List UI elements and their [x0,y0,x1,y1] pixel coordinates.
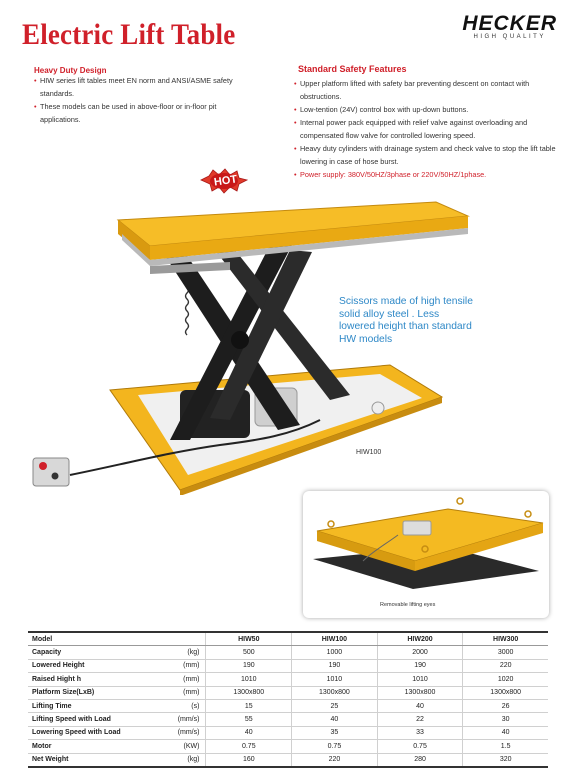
safety-bullet: • Low-tention (24V) control box with up-down buttons. [294,103,556,116]
inset-photo-frame [303,491,549,618]
spec-value: 0.75 [206,740,292,753]
table-row [28,646,548,659]
spec-value: 40 [292,713,378,726]
table-row [28,673,548,686]
brand-name: HECKER [462,12,557,35]
table-row [28,686,548,699]
spec-value: 1300x800 [206,686,292,699]
spec-label: Lifting Time [28,699,158,712]
spec-unit: (mm/s) [158,726,206,739]
spec-unit: (mm) [158,686,206,699]
spec-header-hiw300: HIW300 [463,632,548,646]
spec-value: 1300x800 [377,686,463,699]
spec-value: 40 [206,726,292,739]
spec-value: 35 [292,726,378,739]
spec-value: 320 [463,753,548,767]
spec-value: 1000 [292,646,378,659]
spec-label: Lifting Speed with Load [28,713,158,726]
spec-header-model: Model [28,632,158,646]
inset-caption: Removable lifting eyes [380,602,436,608]
spec-value: 15 [206,699,292,712]
table-row [28,726,548,739]
spec-value: 190 [377,659,463,672]
spec-value: 26 [463,699,548,712]
spec-value: 40 [377,699,463,712]
spec-value: 160 [206,753,292,767]
spec-label: Net Weight [28,753,158,767]
table-row [28,659,548,672]
table-row [28,699,548,712]
spec-unit: (mm) [158,673,206,686]
main-image-label: HIW100 [356,449,382,456]
spec-unit: (s) [158,699,206,712]
spec-value: 55 [206,713,292,726]
spec-value: 40 [463,726,548,739]
spec-value: 280 [377,753,463,767]
spec-label: Motor [28,740,158,753]
spec-value: 30 [463,713,548,726]
safety-bullet: • Internal power pack equipped with relief valve against overloading and compensated flow valve for controlled lowering speed. [294,116,556,142]
safety-list [294,77,556,181]
page-title: Electric Lift Table [22,18,236,51]
heavy-duty-list [34,74,252,126]
scissors-callout: Scissors made of high tensile solid alloy steel . Less lowered height than standard HW models [339,296,473,345]
spec-value: 1020 [463,673,548,686]
safety-bullet: • Upper platform lifted with safety bar preventing descent on contact with obstructions. [294,77,556,103]
spec-label: Platform Size(LxB) [28,686,158,699]
spec-header-hiw100: HIW100 [292,632,378,646]
spec-value: 1010 [377,673,463,686]
spec-unit: (mm/s) [158,713,206,726]
power-supply-bullet: • Power supply: 380V/50HZ/3phase or 220V/50HZ/1phase. [294,168,556,181]
table-row [28,753,548,767]
spec-table [28,631,548,768]
spec-value: 1010 [292,673,378,686]
spec-value: 220 [463,659,548,672]
spec-unit: (mm) [158,659,206,672]
spec-value: 2000 [377,646,463,659]
spec-header-hiw50: HIW50 [206,632,292,646]
spec-value: 22 [377,713,463,726]
table-row [28,713,548,726]
spec-label: Capacity [28,646,158,659]
spec-value: 220 [292,753,378,767]
spec-value: 0.75 [292,740,378,753]
spec-label: Raised Hight h [28,673,158,686]
table-row [28,740,548,753]
heavy-duty-heading: Heavy Duty Design [34,66,107,75]
spec-unit: (kg) [158,646,206,659]
safety-heading: Standard Safety Features [298,64,407,74]
spec-value: 33 [377,726,463,739]
spec-value: 190 [206,659,292,672]
spec-value: 3000 [463,646,548,659]
lifting-eyes-image [303,491,549,618]
spec-value: 0.75 [377,740,463,753]
spec-label: Lowered Height [28,659,158,672]
spec-header-row [28,632,548,646]
heavy-duty-bullet: • HIW series lift tables meet EN norm and ANSI/ASME safety standards. [34,74,252,100]
heavy-duty-bullet: • These models can be used in above-floor or in-floor pit applications. [34,100,252,126]
spec-value: 500 [206,646,292,659]
spec-unit: (kg) [158,753,206,767]
safety-bullet: • Heavy duty cylinders with drainage system and check valve to stop the lift table lowering in case of hose burst. [294,142,556,168]
spec-value: 1300x800 [292,686,378,699]
hot-badge-label: HOT [213,173,238,189]
spec-header-hiw200: HIW200 [377,632,463,646]
spec-label: Lowering Speed with Load [28,726,158,739]
spec-value: 1.5 [463,740,548,753]
spec-header-unit [158,632,206,646]
spec-value: 1300x800 [463,686,548,699]
brand-tagline: HIGH QUALITY [473,34,546,40]
spec-unit: (KW) [158,740,206,753]
spec-value: 190 [292,659,378,672]
spec-value: 25 [292,699,378,712]
brand-logo [462,12,557,40]
spec-value: 1010 [206,673,292,686]
